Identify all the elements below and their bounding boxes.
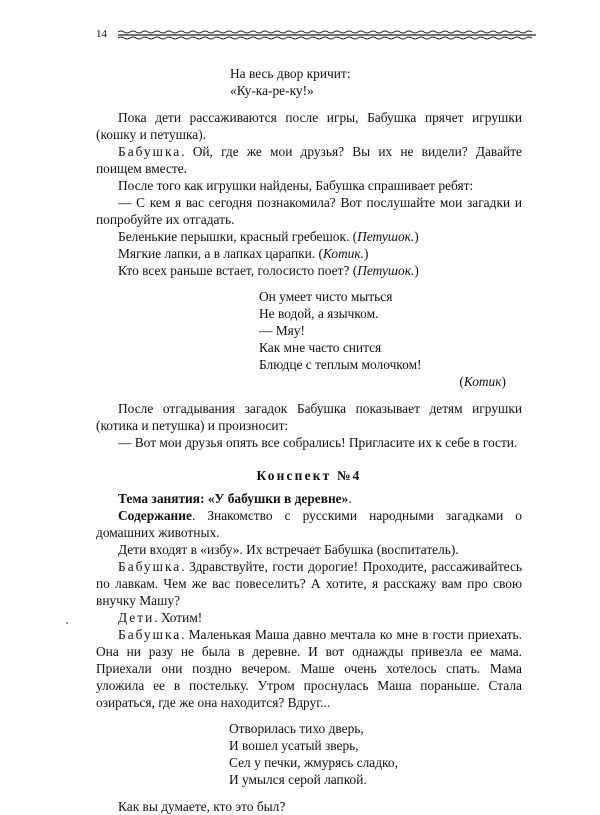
verse-line: Как мне часто снится [259,340,382,355]
verse-line: — Мяу! [259,323,305,338]
riddle-answer: Петушок. [357,263,415,278]
verse-line: Блюдце с теплым молочком! [259,357,422,372]
riddle-line: Кто всех раньше встает, голосисто поет? (Петушок.) [118,263,419,278]
speaker-name: Бабушка [118,627,182,642]
paragraph: Дети входят в «избу». Их встречает Бабушка (воспитатель). [118,542,459,557]
verse-cat-riddle [96,288,522,390]
verse-line: Отворилась тихо дверь, [229,721,364,736]
riddle-answer: Петушок. [357,229,415,244]
topic-line: Тема занятия: «У бабушки в деревне». [118,491,352,506]
decorative-header-rule [118,30,536,40]
page-number: 14 [96,28,107,40]
content-label: Содержание [118,508,192,523]
speaker-name: Дети [118,610,155,625]
riddle-answer: Котик. [322,246,364,261]
dialogue-paragraph: Бабушка. Здравствуйте, гости дорогие! Проходите, рассаживайтесь по лавкам. Чем же вас повеселить? А хотите, я расскажу вам про свою внучку Машу? [96,559,522,608]
riddle-line: Мягкие лапки, а в лапках царапки. (Котик.) [118,246,369,261]
section-heading: Конспект №4 [256,468,362,483]
verse-line: На весь двор кричит: [230,66,351,81]
paragraph: После отгадывания загадок Бабушка показывает детям игрушки (котика и петушка) и произносит: [96,401,522,433]
verse-rooster-end [96,65,522,99]
page-header [96,27,536,47]
verse-answer: (Котик) [459,374,506,389]
verse-line: Он умеет чисто мыться [259,289,393,304]
dialogue-paragraph: Бабушка. Маленькая Маша давно мечтала ко мне в гости приехать. Она ни разу не была в деревне. И вот однажды привезла ее мама. Приехали они поздно вечером. Маше очень хотелось спать. Мама уложила ее в постельку. Утром проснулась Маша пораньше. Стала озираться, где же она находится? Вдруг... [96,627,522,710]
paragraph: Как вы думаете, кто это был? [118,799,286,814]
verse-line: И вошел усатый зверь, [229,738,359,753]
paragraph: — С кем я вас сегодня познакомила? Вот послушайте мои загадки и попробуйте их отгадать. [96,195,522,227]
speaker-name: Бабушка [118,144,182,159]
paragraph: — Вот мои друзья опять все собрались! Пригласите их к себе в гости. [118,435,518,450]
verse-cat-enters [96,720,522,788]
verse-line: Не водой, а язычком. [259,306,379,321]
verse-line: «Ку-ка-ре-ку!» [230,83,314,98]
content-line: Содержание. Знакомство с русскими народными загадками о домашних животных. [96,508,522,540]
dialogue-paragraph [96,143,522,177]
paragraph: После того как игрушки найдены, Бабушка спрашивает ребят: [118,178,474,193]
riddle-line: Беленькие перышки, красный гребешок. (Петушок.) [118,229,419,244]
scan-speck [66,622,68,624]
verse-line: Сел у печки, жмурясь сладко, [229,755,398,770]
speaker-name: Бабушка [118,559,182,574]
paragraph: Пока дети рассаживаются после игры, Бабушка прячет игрушки (кошку и петушка). [96,110,522,142]
page-body [96,65,522,815]
dialogue-paragraph: Дети. Хотим! [118,610,203,625]
verse-line: И умылся серой лапкой. [229,772,367,787]
topic-label: Тема занятия: «У бабушки в деревне» [118,491,349,506]
dialogue-text: . Ой, где же мои друзья? Вы их не видели? Давайте поищем вместе. [96,144,522,176]
